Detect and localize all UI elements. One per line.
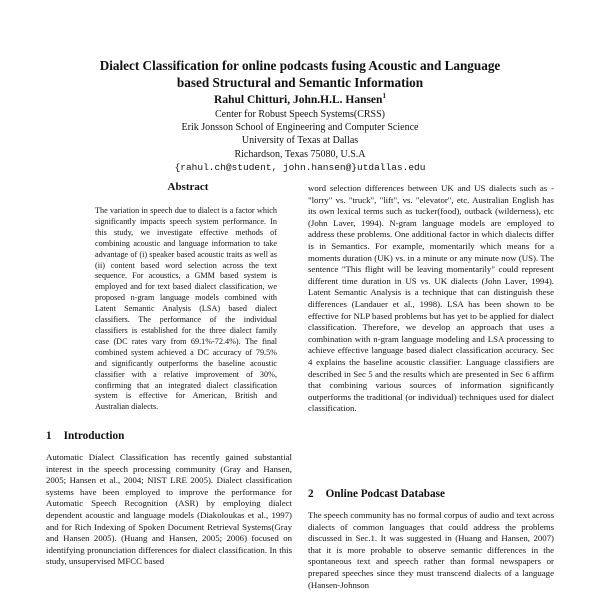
section-title: Online Podcast Database — [325, 488, 445, 500]
affiliation — [50, 108, 550, 174]
section2-paragraph: The speech community has no formal corpus of audio and text across dialects of common languages that could address the problems discussed in Sec.1. It was suggested in (Huang and Hansen, 2007) that it is more probable to observe semantic differences in the spontaneous text and speech rather than formal newspapers or prepared speeches since they must transcend dialects of a language (Hansen-Johnson — [308, 510, 554, 590]
title-line-2: based Structural and Semantic Information — [176, 75, 424, 90]
section-title: Introduction — [63, 430, 125, 442]
affil-line: University of Texas at Dallas — [241, 135, 359, 147]
paper-title — [50, 57, 550, 91]
affil-line: Richardson, Texas 75080, U.S.A — [234, 148, 366, 160]
affil-line: Center for Robust Speech Systems(CRSS) — [215, 109, 385, 120]
author-footnote-mark: 1 — [382, 92, 386, 100]
author-emails: {rahul.ch@student, john.hansen@}utdallas.edu — [174, 161, 426, 173]
abstract-heading: Abstract — [167, 181, 209, 193]
abstract-text: The variation in speech due to dialect is a factor which significantly impacts speech system performance. In this study, we investigate effective methods of combining acoustic and language information to take advantage of (i) speaker based acoustic traits as well as (ii) content based word selection across the text sequence. For acoustics, a GMM based system is employed and for text based dialect classification, we proposed n-gram language models combined with Latent Semantic Analysis (LSA) based dialect classifiers. The performance of the individual classifiers is established for the three dialect family case (DC rates vary from 69.1%-72.4%). The final combined system achieved a DC accuracy of 79.5% and significantly outperforms the baseline acoustic classifier with a relative improvement of 30%, confirming that an integrated dialect classification system is effective for American, British and Australian dialects. — [95, 206, 277, 412]
section-heading-online-podcast-database — [308, 488, 445, 500]
author-names: Rahul Chitturi, John.H.L. Hansen — [214, 93, 383, 106]
affil-line: Erik Jonsson School of Engineering and Computer Science — [181, 122, 419, 134]
intro-paragraph: Automatic Dialect Classification has recently gained substantial interest in the speech processing community (Gray and Hansen, 2005; Hansen et al., 2004; NIST LRE 2005). Dialect classification systems have been employed to improve the performance for Automatic Speech Recognition (ASR) by employing dialect dependent acoustic and language models (Diakoloukas et al., 1997) and for Rich Indexing of Spoken Document Retrieval Systems(Gray and Hansen 2005). (Huang and Hansen, 2005; 2006) focused on identifying pronunciation differences for dialect classification. In this study, unsupervised MFCC based — [46, 452, 292, 567]
title-line-1: Dialect Classification for online podcasts fusing Acoustic and Language — [99, 58, 501, 73]
section-number: 1 — [46, 430, 52, 442]
right-column-paragraph: word selection differences between UK and US dialects such as - "lorry" vs. "truck", "lift", vs. "elevator", etc. Australian English has its own lexical terms such as tucker(food), outback (wilderness), etc (John Laver, 1994). N-gram language models are employed to address these problems. One additional factor in which dialects differ is in Semantics. For example, momentarily which means for a moments duration (UK) vs. in a minute or any minute now (US). The sentence "This flight will be leaving momentarily" could represent different time duration in US vs. UK dialects (John Laver, 1994). Latent Semantic Analysis is a technique that can distinguish these differences (Landauer et al., 1998). LSA has been shown to be effective for NLP based problems but has yet to be applied for dialect classification. Therefore, we develop an approach that uses a combination with n-gram language modeling and LSA processing to achieve effective language based dialect classification accuracy. Sec 4 explains the baseline acoustic classifier. Language classifiers are described in Sec 5 and the results which are presented in Sec 6 affirm that combining various sources of information significantly outperforms the traditional (or individual) techniques used for dialect classification. — [308, 183, 554, 414]
section-heading-introduction — [46, 430, 124, 442]
section-number: 2 — [308, 488, 314, 500]
authors — [50, 92, 550, 106]
